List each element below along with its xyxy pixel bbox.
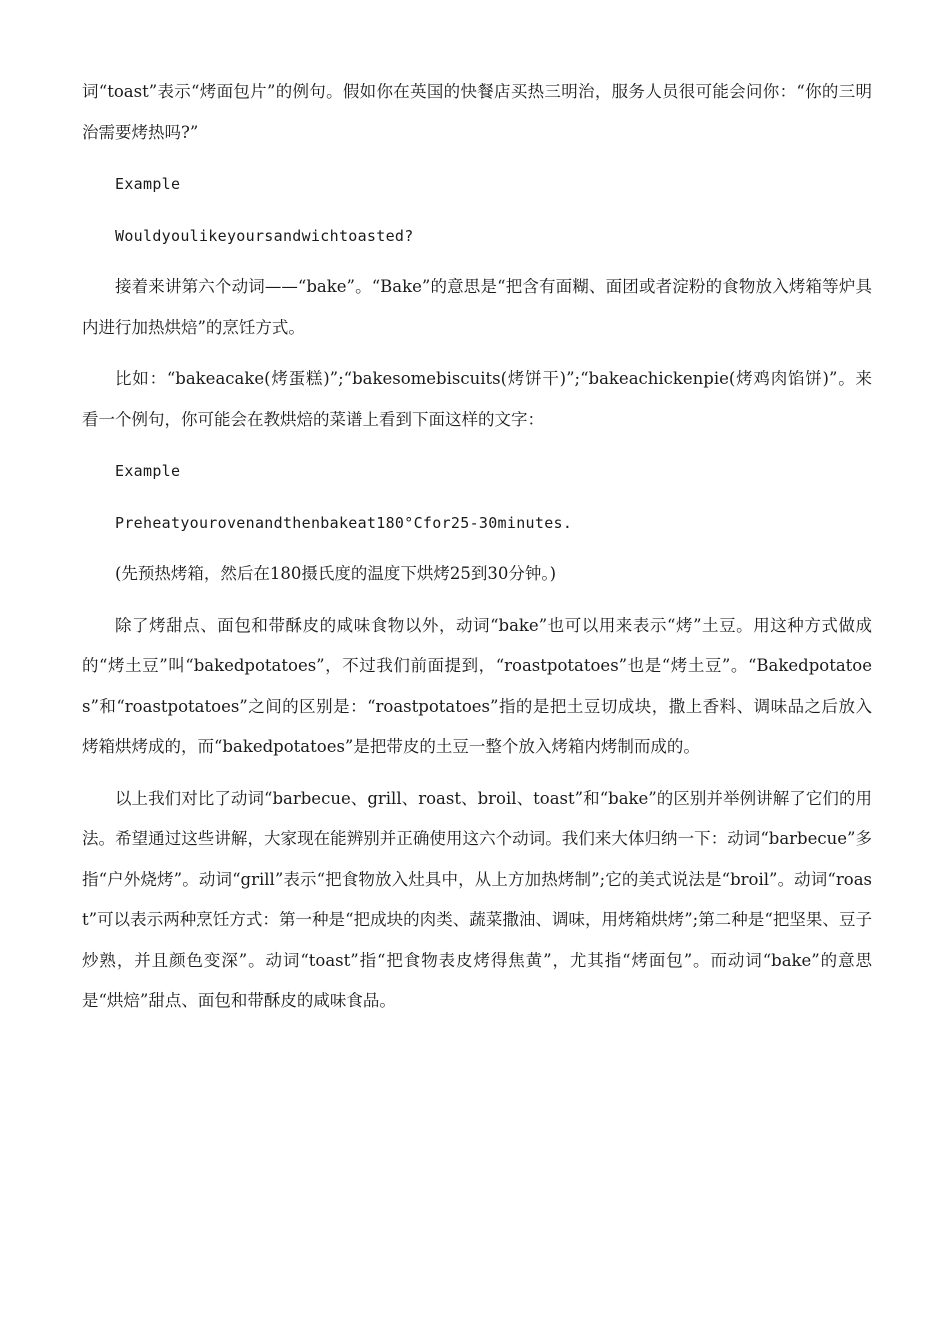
example-label: Example [115, 175, 181, 193]
example-sentence-bake: Preheatyourovenandthenbakeat180°Cfor25-30minutes. [115, 513, 573, 532]
document-page [82, 72, 872, 1033]
paragraph-bake-examples: 比如：“bakeacake(烤蛋糕)”;“bakesomebiscuits(烤饼干)”;“bakeachickenpie(烤鸡肉馅饼)”。来看一个例句，你可能会在教烘焙的菜谱上看到下面这样的文字： [82, 369, 872, 429]
example-label: Example [115, 462, 181, 480]
paragraph-bake-definition: 接着来讲第六个动词——“bake”。“Bake”的意思是“把含有面糊、面团或者淀粉的食物放入烤箱等炉具内进行加热烘焙”的烹饪方式。 [82, 277, 872, 337]
example-translation: (先预热烤箱，然后在180摄氏度的温度下烘烤25到30分钟。) [115, 564, 557, 583]
paragraph-toast-example-intro: 词“toast”表示“烤面包片”的例句。假如你在英国的快餐店买热三明治，服务人员很可能会问你：“你的三明治需要烤热吗?” [82, 82, 872, 142]
example-sentence-toast: Wouldyoulikeyoursandwichtoasted? [115, 226, 414, 245]
paragraph-summary: 以上我们对比了动词“barbecue、grill、roast、broil、toast”和“bake”的区别并举例讲解了它们的用法。希望通过这些讲解，大家现在能辨别并正确使用这六个动词。我们来大体归纳一下：动词“barbecue”多指“户外烧烤”。动词“grill”表示“把食物放入灶具中，从上方加热烤制”;它的美式说法是“broil”。动词“roast”可以表示两种烹饪方式：第一种是“把成块的肉类、蔬菜撒油、调味，用烤箱烘烤”;第二种是“把坚果、豆子炒熟，并且颜色变深”。动词“toast”指“把食物表皮烤得焦黄”，尤其指“烤面包”。而动词“bake”的意思是“烘焙”甜点、面包和带酥皮的咸味食品。 [82, 788, 872, 1010]
paragraph-baked-potatoes: 除了烤甜点、面包和带酥皮的咸味食物以外，动词“bake”也可以用来表示“烤”土豆。用这种方式做成的“烤土豆”叫“bakedpotatoes”，不过我们前面提到，“roastpotatoes”也是“烤土豆”。“Bakedpotatoes”和“roastpotatoes”之间的区别是：“roastpotatoes”指的是把土豆切成块，撒上香料、调味品之后放入烤箱烘烤成的，而“bakedpotatoes”是把带皮的土豆一整个放入烤箱内烤制而成的。 [82, 615, 872, 756]
